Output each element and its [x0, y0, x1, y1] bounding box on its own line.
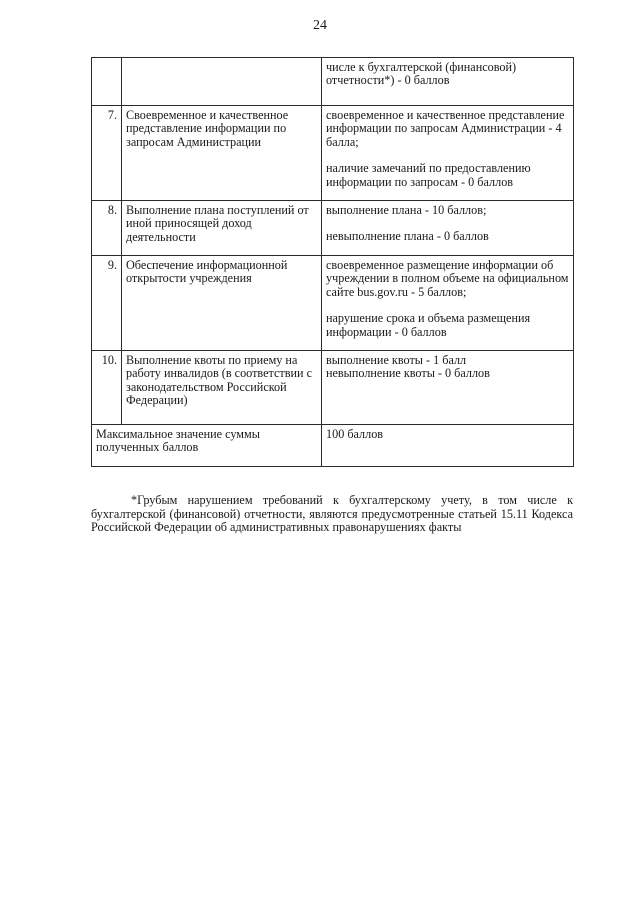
- total-label: Максимальное значение суммы полученных баллов: [92, 425, 322, 467]
- footnote: *Грубым нарушением требований к бухгалтерскому учету, в том числе к бухгалтерской (финансовой) отчетности, являются предусмотренные статьей 15.11 Кодекса Российской Федерации об административных правонарушениях факты: [91, 493, 573, 535]
- table-row: [92, 256, 574, 351]
- score-cell: [322, 106, 574, 201]
- criterion-name: [122, 58, 322, 106]
- score-line: невыполнение квоты - 0 баллов: [326, 366, 490, 381]
- score-line: своевременное размещение информации об учреждении в полном объеме на официальном сайте bus.gov.ru - 5 баллов;: [326, 258, 569, 299]
- table-row: [92, 201, 574, 256]
- criterion-name: Обеспечение информационной открытости учреждения: [122, 256, 322, 351]
- row-number: 8.: [92, 201, 122, 256]
- page-number: 24: [313, 18, 327, 33]
- table-row: [92, 106, 574, 201]
- score-cell: [322, 58, 574, 106]
- table-row-continuation: [92, 58, 574, 106]
- total-value: 100 баллов: [322, 425, 574, 467]
- row-number: 9.: [92, 256, 122, 351]
- score-line: невыполнение плана - 0 баллов: [326, 229, 489, 244]
- score-line: числе к бухгалтерской (финансовой) отчетности*) - 0 баллов: [326, 60, 517, 88]
- score-cell: [322, 201, 574, 256]
- table-row-total: [92, 425, 574, 467]
- score-line: выполнение плана - 10 баллов;: [326, 203, 487, 217]
- score-cell: [322, 256, 574, 351]
- score-line: выполнение квоты - 1 балл: [326, 353, 467, 367]
- row-number: [92, 58, 122, 106]
- row-number: 10.: [92, 351, 122, 425]
- criterion-name: Выполнение квоты по приему на работу инвалидов (в соответствии с законодательством Российской Федерации): [122, 351, 322, 425]
- score-line: нарушение срока и объема размещения информации - 0 баллов: [326, 311, 531, 339]
- criterion-name: Выполнение плана поступлений от иной приносящей доход деятельности: [122, 201, 322, 256]
- criteria-table: [91, 57, 574, 467]
- criterion-name: Своевременное и качественное представление информации по запросам Администрации: [122, 106, 322, 201]
- row-number: 7.: [92, 106, 122, 201]
- score-line: наличие замечаний по предоставлению информации по запросам - 0 баллов: [326, 161, 531, 189]
- table-row: [92, 351, 574, 425]
- score-cell: [322, 351, 574, 425]
- score-line: своевременное и качественное представление информации по запросам Администрации - 4 балла;: [326, 108, 565, 149]
